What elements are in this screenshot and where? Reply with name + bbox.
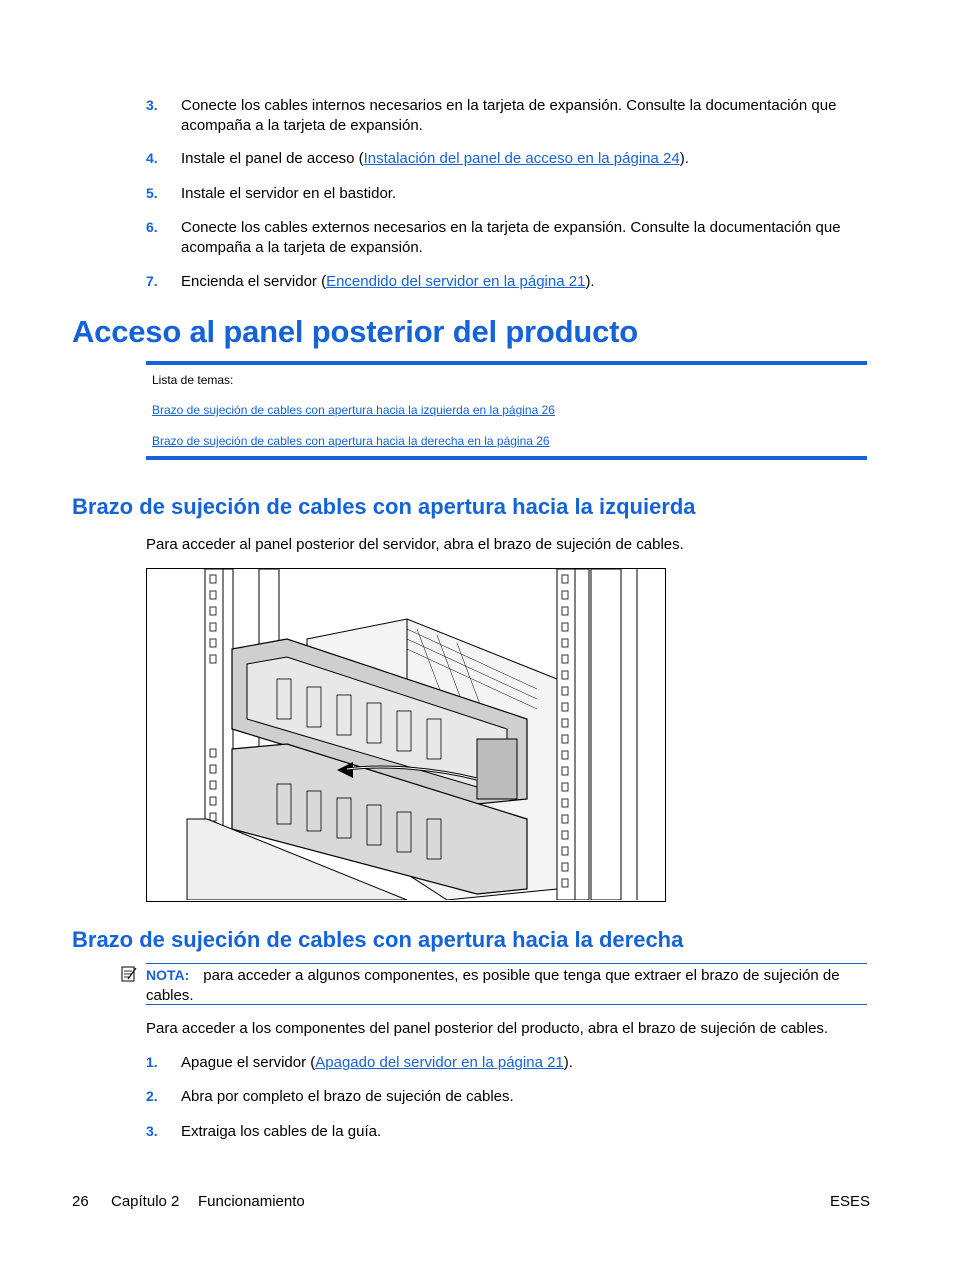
step-number: 6.: [146, 219, 158, 235]
section-title: Acceso al panel posterior del producto: [72, 314, 639, 349]
note-label: NOTA:: [146, 967, 190, 983]
step-number: 3.: [146, 1123, 158, 1139]
footer-lang: ESES: [830, 1193, 871, 1210]
step-text-pre: Instale el panel de acceso (: [181, 150, 364, 167]
footer-page-number: 26: [72, 1193, 89, 1210]
topic-link-derecha[interactable]: Brazo de sujeción de cables con apertura hacia la derecha en la página 26: [152, 434, 550, 448]
step-text: Extraiga los cables de la guía.: [181, 1123, 382, 1140]
subsection-paragraph: Para acceder a los componentes del panel posterior del producto, abra el brazo de sujeción de cables.: [146, 1020, 829, 1037]
subsection-title-derecha: Brazo de sujeción de cables con apertura hacia la derecha: [72, 927, 684, 952]
link-encendido-servidor[interactable]: Encendido del servidor en la página 21: [326, 273, 586, 290]
server-rack-figure: [146, 568, 666, 902]
note-text: [146, 966, 867, 1005]
step-text: [181, 272, 871, 292]
cable-arm-illustration: [147, 569, 664, 900]
step-text-pre: Apague el servidor (: [181, 1054, 316, 1071]
footer-section: Funcionamiento: [198, 1193, 305, 1210]
link-apagado-servidor[interactable]: Apagado del servidor en la página 21: [315, 1054, 564, 1071]
subsection-paragraph: Para acceder al panel posterior del servidor, abra el brazo de sujeción de cables.: [146, 536, 684, 553]
step-number: 1.: [146, 1054, 158, 1070]
step-text: Conecte los cables externos necesarios en la tarjeta de expansión. Consulte la documentación que acompaña a la tarjeta de expansión.: [181, 219, 841, 256]
note-body: para acceder a algunos componentes, es posible que tenga que extraer el brazo de sujeción de cables.: [146, 967, 840, 1004]
footer-chapter: Capítulo 2: [111, 1193, 180, 1210]
step-number: 2.: [146, 1088, 158, 1104]
step-text: [181, 149, 871, 169]
step-text: Instale el servidor en el bastidor.: [181, 185, 397, 202]
step-text-pre: Encienda el servidor (: [181, 273, 327, 290]
step-text: Abra por completo el brazo de sujeción de cables.: [181, 1088, 514, 1105]
note-top-rule: [146, 963, 867, 964]
note-icon: [120, 965, 138, 988]
step-number: 5.: [146, 185, 158, 201]
topics-label: Lista de temas:: [152, 373, 234, 387]
step-text-post: ).: [563, 1054, 573, 1071]
step-text: Conecte los cables internos necesarios en la tarjeta de expansión. Consulte la documentación que acompaña a la tarjeta de expansión.: [181, 97, 837, 134]
step-number: 4.: [146, 150, 158, 166]
subsection-title-izquierda: Brazo de sujeción de cables con apertura hacia la izquierda: [72, 494, 696, 519]
topic-box-top-rule: [146, 361, 867, 365]
step-text-post: ).: [679, 150, 689, 167]
step-number: 3.: [146, 97, 158, 113]
topic-link-izquierda[interactable]: Brazo de sujeción de cables con apertura hacia la izquierda en la página 26: [152, 403, 555, 417]
step-text: [181, 1053, 871, 1073]
step-number: 7.: [146, 273, 158, 289]
note-bottom-rule: [146, 1004, 867, 1005]
link-instalacion-panel[interactable]: Instalación del panel de acceso en la página 24: [363, 150, 680, 167]
step-text-post: ).: [585, 273, 595, 290]
topic-box-bottom-rule: [146, 456, 867, 460]
